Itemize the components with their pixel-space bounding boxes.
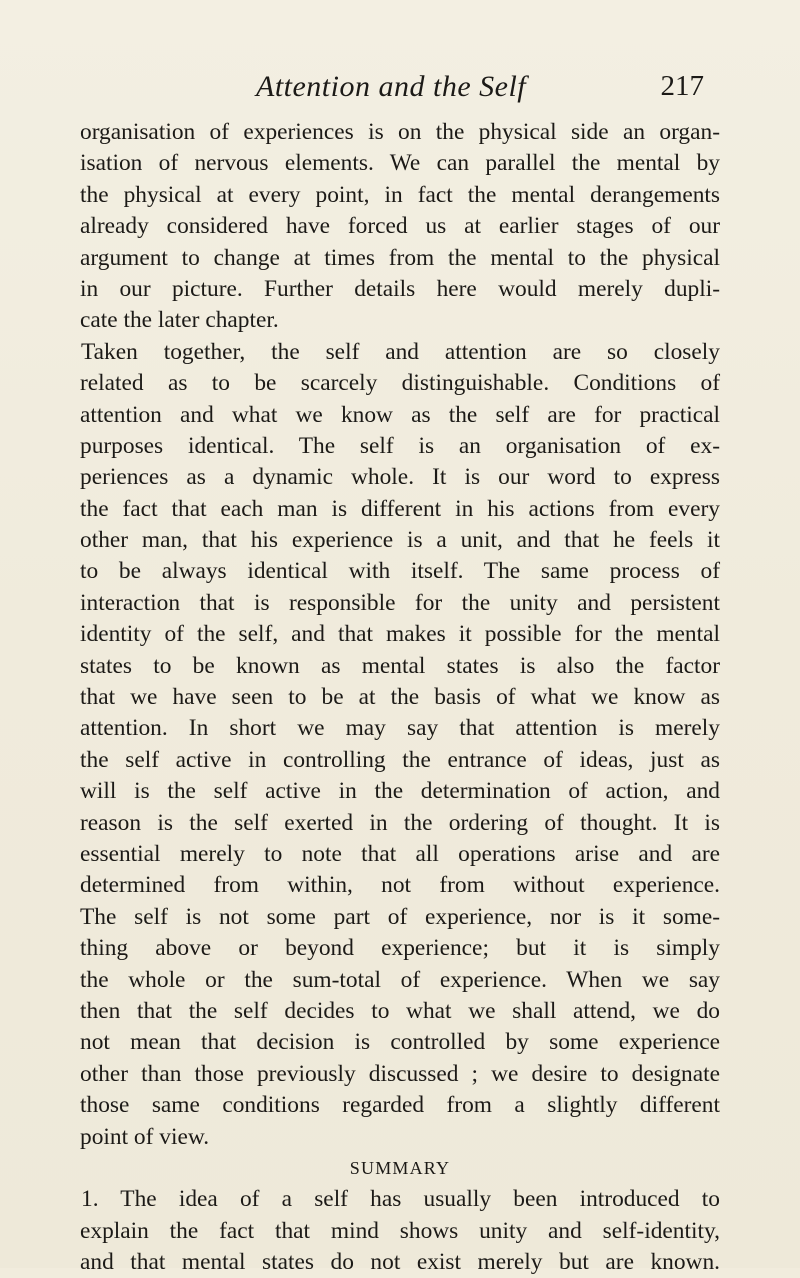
- text-line: argument to change at times from the mental to the physical: [80, 244, 720, 271]
- text-line: related as to be scarcely distinguishable. Conditions of: [80, 370, 720, 397]
- text-line: organisation of experiences is on the physical side an organ-: [80, 119, 720, 145]
- text-line: other man, that his experience is a unit, and that he feels it: [80, 527, 720, 554]
- text-line: will is the self active in the determination of action, and: [80, 778, 720, 805]
- text-line: then that the self decides to what we shall attend, we do: [80, 997, 720, 1024]
- text-line: identity of the self, and that makes it possible for the mental: [80, 621, 720, 648]
- text-line: interaction that is responsible for the unity and persistent: [80, 589, 720, 616]
- text-line: to be always identical with itself. The same process of: [80, 558, 720, 585]
- running-head: [80, 70, 720, 110]
- text-line: 1. The idea of a self has usually been introduced to: [81, 1186, 720, 1213]
- text-line: and that mental states do not exist merely but are known.: [80, 1249, 720, 1276]
- text-line: isation of nervous elements. We can parallel the mental by: [80, 150, 720, 177]
- text-line: reason is the self exerted in the ordering of thought. It is: [80, 809, 720, 836]
- text-line: those same conditions regarded from a slightly different: [80, 1092, 720, 1119]
- text-line: the self active in controlling the entrance of ideas, just as: [80, 746, 720, 773]
- text-line: attention and what we know as the self are for practical: [80, 401, 720, 428]
- paragraph-1: [80, 117, 720, 337]
- summary-item-1: [80, 1184, 720, 1278]
- text-line: determined from within, not from without experience.: [80, 872, 720, 899]
- text-line: other than those previously discussed ; we desire to designate: [80, 1060, 720, 1087]
- text-line: Taken together, the self and attention are so closely: [81, 338, 720, 365]
- text-line: the fact that each man is different in his actions from every: [80, 495, 720, 522]
- text-line: not mean that decision is controlled by some experience: [80, 1029, 720, 1056]
- text-line: essential merely to note that all operations arise and are: [80, 840, 720, 867]
- paragraph-2: [80, 337, 720, 1153]
- text-line: the whole or the sum-total of experience. When we say: [80, 966, 720, 993]
- text-line: purposes identical. The self is an organisation of ex-: [80, 432, 720, 459]
- text-line: that we have seen to be at the basis of what we know as: [80, 684, 720, 711]
- text-line: explain the fact that mind shows unity and self-identity,: [80, 1217, 720, 1244]
- text-line: the physical at every point, in fact the mental derangements: [80, 181, 720, 208]
- text-line: The self is not some part of experience, nor is it some-: [80, 903, 720, 930]
- text-line: periences as a dynamic whole. It is our word to express: [80, 464, 720, 491]
- page-number: 217: [660, 70, 704, 102]
- text-line: states to be known as mental states is also the factor: [80, 652, 720, 679]
- text-line: point of view.: [80, 1123, 210, 1150]
- text-line: already considered have forced us at earlier stages of our: [80, 213, 720, 240]
- body-text: [80, 117, 720, 1278]
- text-line: thing above or beyond experience; but it is simply: [80, 935, 720, 962]
- text-line: in our picture. Further details here would merely dupli-: [80, 275, 720, 302]
- running-title: Attention and the Self: [256, 70, 527, 103]
- summary-heading: SUMMARY: [349, 1157, 451, 1178]
- text-line: cate the later chapter.: [80, 307, 279, 334]
- text-line: attention. In short we may say that attention is merely: [80, 715, 720, 742]
